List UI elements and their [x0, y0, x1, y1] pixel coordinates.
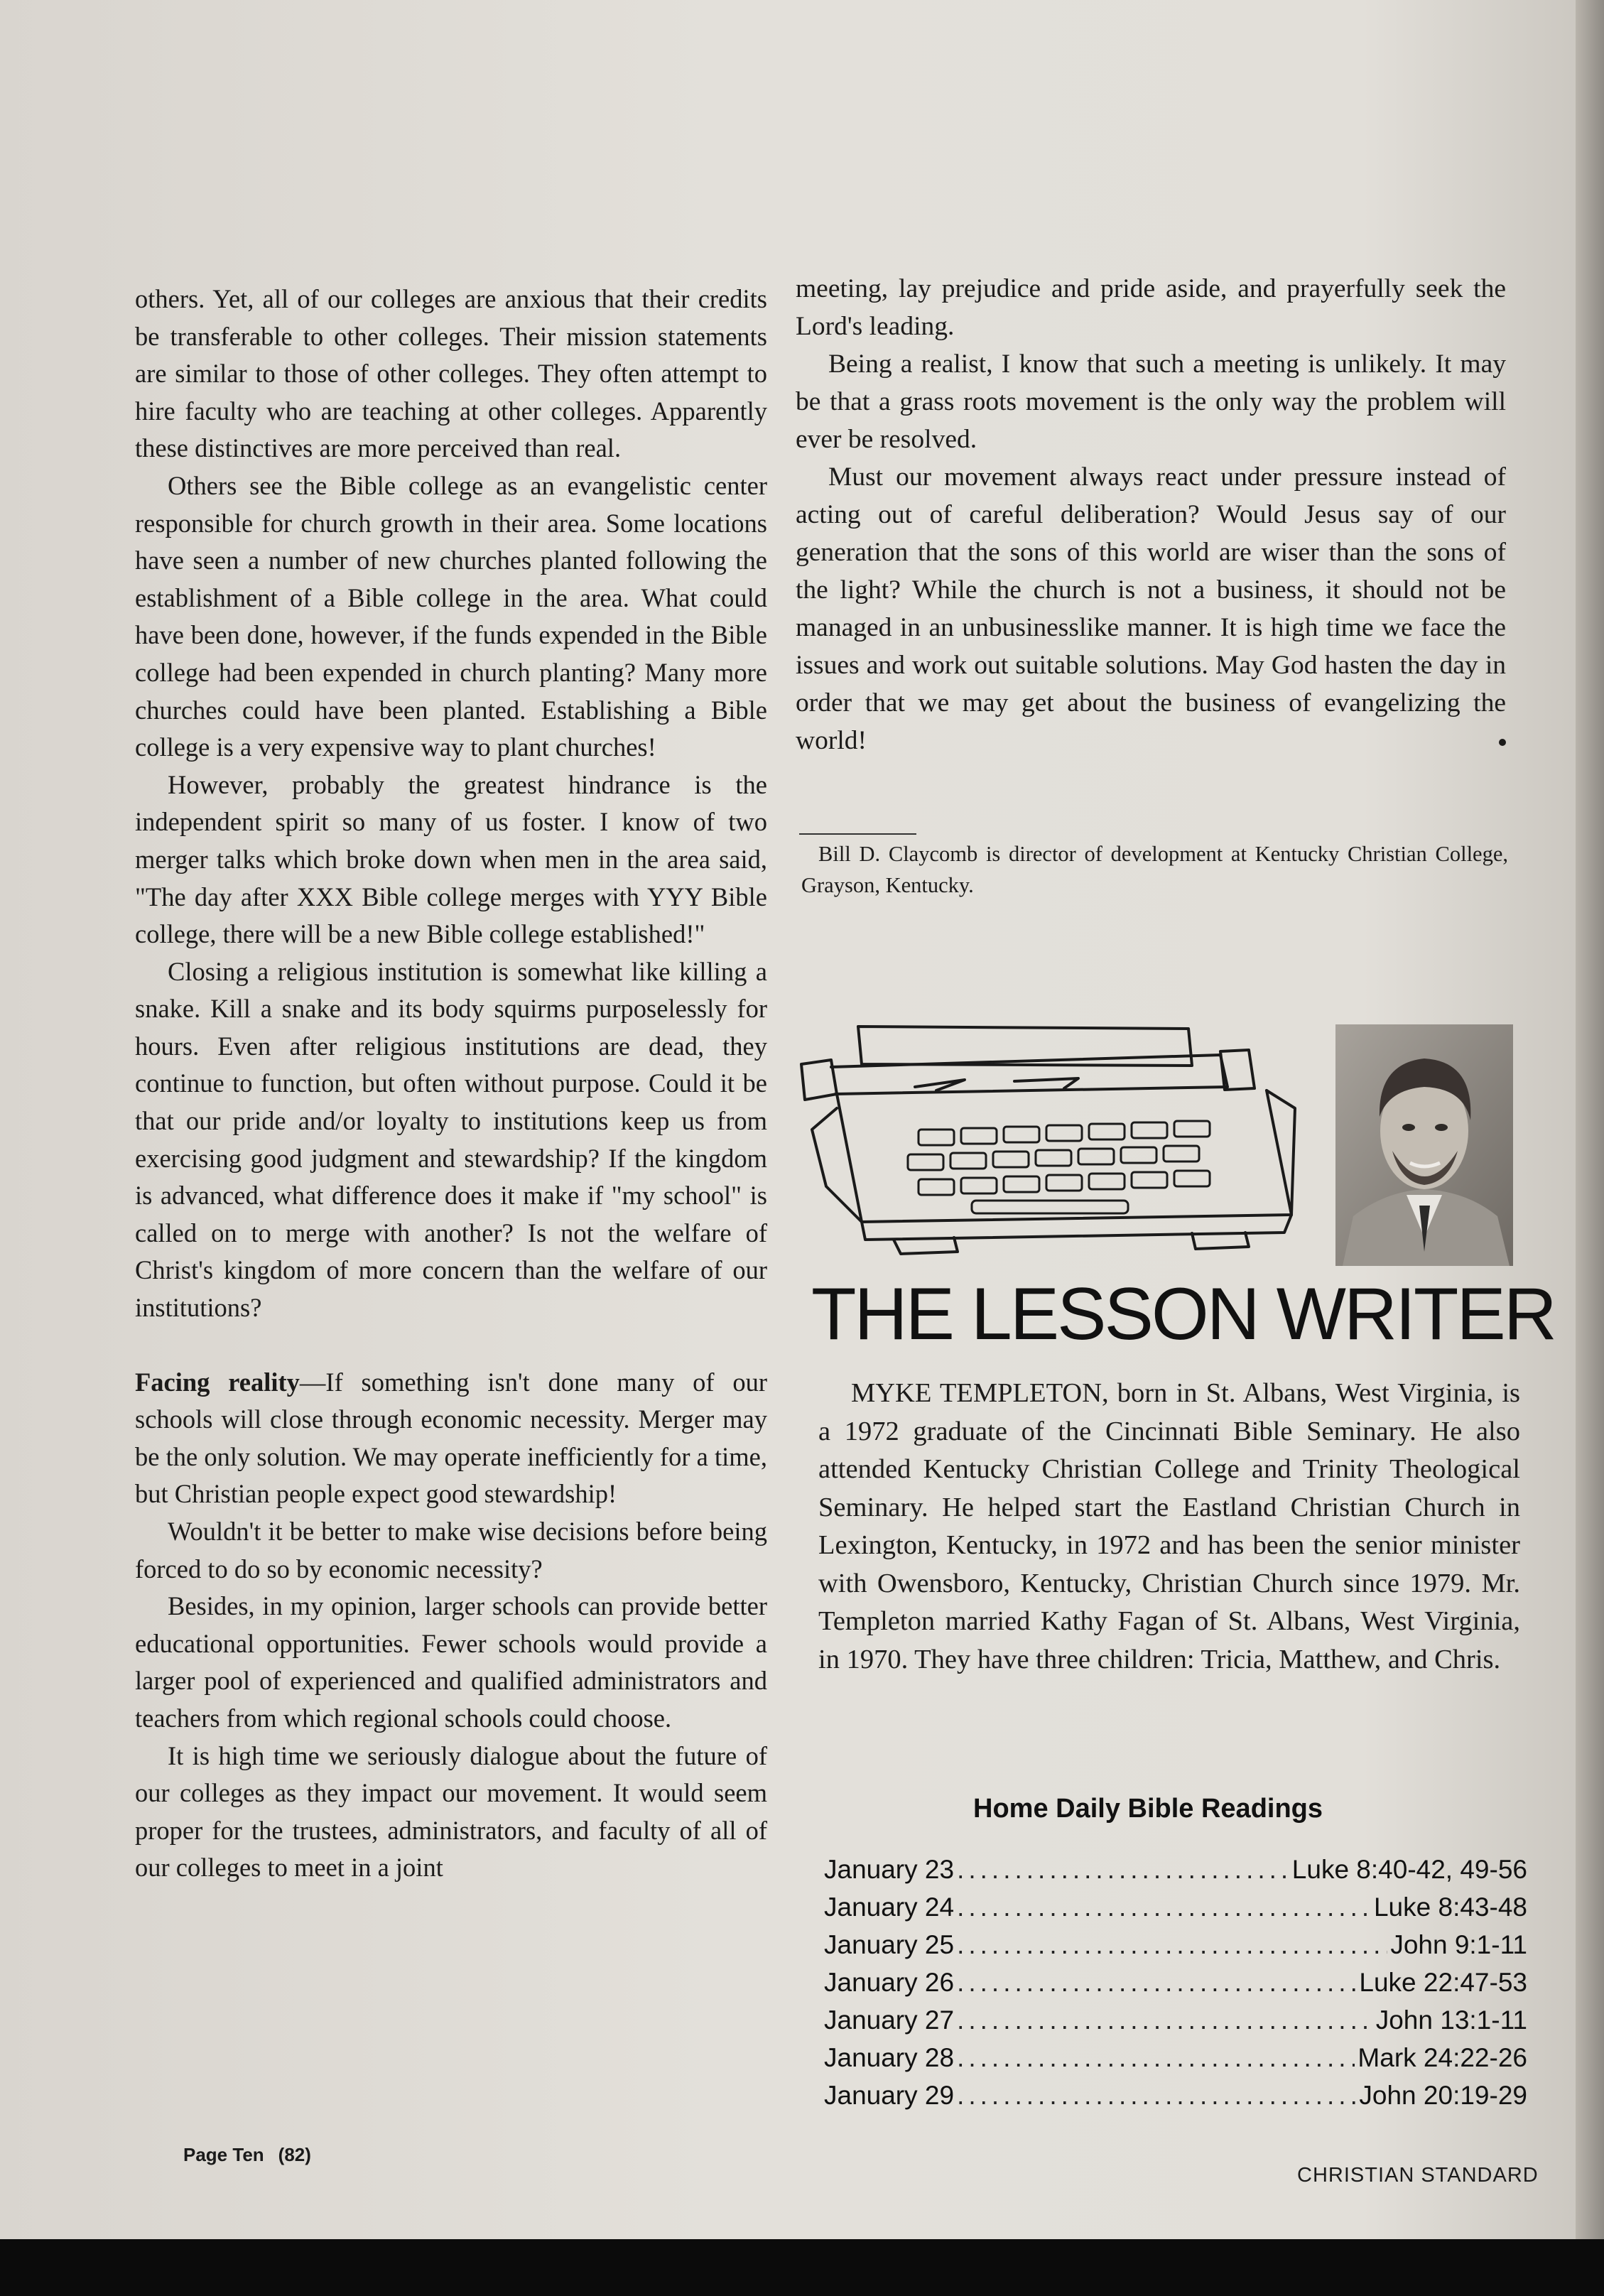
publication-name: CHRISTIAN STANDARD [1297, 2164, 1539, 2187]
paragraph: Closing a religious institution is somewhat like killing a snake. Kill a snake and its body squirms purposelessly for hours. Even after religious institutions are dead, they continue to function, but often without purpose. Could it be that our pride and/or loyalty to institutions keep us from exercising good judgment and stewardship? If the kingdom is advanced, what difference does it make if "my school" is called on to merge with another? Is not the welfare of Christ's kingdom of more concern than the welfare of our institutions? [135, 956, 767, 1323]
reading-row [824, 1964, 1527, 2001]
paragraph: Others see the Bible college as an evangelistic center responsible for church growth in their area. Some locations have seen a number of new churches planted following the establishment of a Bible college in the area. What could have been done, however, if the funds expended in the Bible college had been expended in church planting? Many more churches could have been planted. Establishing a Bible college is a very expensive way to plant churches! [135, 470, 767, 762]
reading-date: January 27 [824, 2005, 955, 2035]
reading-reference: John 20:19-29 [1359, 2081, 1527, 2110]
end-mark-icon [1499, 739, 1506, 746]
reading-reference: John 13:1-11 [1375, 2005, 1527, 2035]
dot-leader [957, 1888, 1371, 1926]
reading-reference: John 9:1-11 [1390, 1930, 1527, 1959]
reading-row [824, 2076, 1527, 2114]
divider [799, 833, 916, 835]
bio-paragraph: MYKE TEMPLETON, born in St. Albans, West Virginia, is a 1972 graduate of the Cincinnati Bible Seminary. He also attended Kentucky Christian College and Trinity Theological Seminary. He helped start the Eastland Christian Church in Lexington, Kentucky, in 1972 and has been the senior minister with Owensboro, Kentucky, Christian Church since 1979. Mr. Templeton married Kathy Fagan of St. Albans, West Virginia, in 1970. They have three children: Tricia, Matthew, and Chris. [818, 1378, 1520, 1674]
reading-date: January 28 [824, 2043, 955, 2072]
paragraph-last [796, 458, 1506, 759]
reading-date: January 25 [824, 1930, 955, 1959]
page-number: (82) [278, 2144, 311, 2165]
lesson-writer-title: THE LESSON WRITER [811, 1273, 1555, 1355]
reading-reference: Luke 8:40-42, 49-56 [1291, 1855, 1527, 1884]
reading-row [824, 1888, 1527, 1926]
paragraph: It is high time we seriously dialogue about the future of our colleges as they impact our movement. It would seem proper for the trustees, administrators, and faculty of all of our colleges to meet in a joint [135, 1740, 767, 1883]
paragraph: others. Yet, all of our colleges are anxious that their credits be transferable to other colleges. Their mission statements are similar to those of other colleges. They often attempt to hire faculty who are teaching at other colleges. Apparently these distinctives are more perceived than real. [135, 284, 767, 463]
reading-reference: Mark 24:22-26 [1358, 2043, 1527, 2072]
paragraph: meeting, lay prejudice and pride aside, and prayerfully seek the Lord's leading. [796, 274, 1506, 341]
dot-leader [957, 2076, 1356, 2114]
paragraph: However, probably the greatest hindrance is the independent spirit so many of us foster. I know of two merger talks which broke down when men in the area said, "The day after XXX Bible college merges with YYY Bible college, there will be a new Bible college established!" [135, 769, 767, 949]
reading-date: January 26 [824, 1968, 955, 1997]
dot-leader [957, 1926, 1387, 1964]
reading-row [824, 2039, 1527, 2076]
scan-border [0, 2239, 1604, 2296]
paragraph: Being a realist, I know that such a meeting is unlikely. It may be that a grass roots movement is the only way the problem will ever be resolved. [796, 350, 1506, 454]
lesson-writer-bio [818, 1375, 1520, 1679]
dot-leader [957, 2001, 1373, 2039]
reading-reference: Luke 22:47-53 [1359, 1968, 1527, 1997]
spacer [135, 1327, 767, 1364]
reading-row [824, 1926, 1527, 1964]
reading-row [824, 1851, 1527, 1888]
paragraph-facing-reality [135, 1364, 767, 1513]
reading-date: January 23 [824, 1855, 955, 1884]
paragraph: Besides, in my opinion, larger schools can provide better educational opportunities. Fewer schools would provide a larger pool of experienced and qualified administrators and teachers from which regional schools could choose. [135, 1591, 767, 1733]
author-note: Bill D. Claycomb is director of development at Kentucky Christian College, Grayson, Kentucky. [801, 842, 1508, 897]
paragraph-text: —If something isn't done many of our schools will close through economic necessity. Merger may be the only solution. We may operate inefficiently for a time, but Christian people expect good stewardship! [135, 1367, 767, 1509]
dot-leader [957, 2039, 1355, 2076]
reading-row [824, 2001, 1527, 2039]
page-footer-left [183, 2144, 311, 2166]
dot-leader [957, 1851, 1289, 1888]
reading-date: January 29 [824, 2081, 955, 2110]
page-label: Page Ten [183, 2144, 264, 2165]
page-edge [1576, 0, 1604, 2296]
paragraph-text: Must our movement always react under pressure instead of acting out of careful deliberation? Would Jesus say of our generation that the sons of this world are wiser than the sons of the light? While the church is not a business, it should not be managed in an unbusinesslike manner. It is high time we face the issues and work out suitable solutions. May God hasten the day in order that we may get about the business of evangelizing the world! [796, 462, 1506, 755]
left-column [135, 281, 767, 1887]
section-subhead: Facing reality [135, 1367, 300, 1397]
right-column [796, 270, 1506, 759]
typewriter-icon [794, 1023, 1316, 1268]
portrait-photo [1335, 1024, 1513, 1266]
reading-reference: Luke 8:43-48 [1373, 1892, 1527, 1922]
reading-date: January 24 [824, 1892, 955, 1922]
readings-list [824, 1851, 1527, 2114]
paragraph: Wouldn't it be better to make wise decisions before being forced to do so by economic necessity? [135, 1517, 767, 1583]
dot-leader [957, 1964, 1356, 2001]
readings-title: Home Daily Bible Readings [973, 1794, 1323, 1824]
